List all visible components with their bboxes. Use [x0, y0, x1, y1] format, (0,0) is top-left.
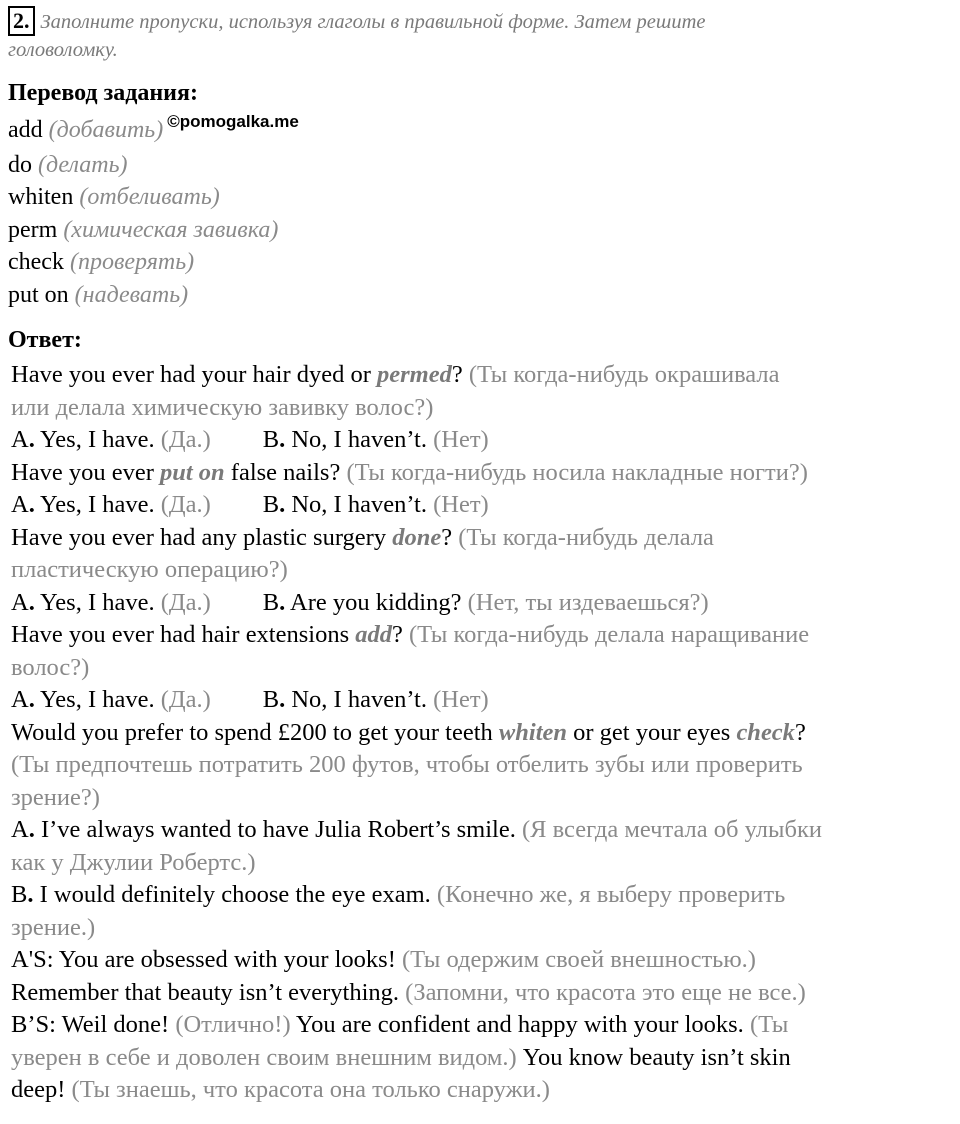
result-translation: (Отлично!)	[175, 1011, 291, 1038]
vocab-en: check	[8, 249, 64, 275]
vocab-en: put on	[8, 281, 69, 308]
option-letter: A	[11, 588, 29, 616]
vocab-item	[8, 114, 952, 149]
result-text: You are confident and happy with your looks.	[290, 1011, 750, 1038]
task-number: 2.	[8, 6, 35, 36]
question-translation: (Ты предпочтешь потратить 200 футов, чтобы отбелить зубы или проверить	[11, 751, 803, 778]
inserted-verb: check	[736, 718, 795, 746]
inserted-verb: add	[355, 621, 392, 648]
option-text: Yes, I have.	[34, 426, 161, 453]
option-text: Yes, I have.	[34, 588, 161, 616]
question-translation: (Ты когда-нибудь делала	[458, 523, 714, 551]
vocab-en: whiten	[8, 184, 74, 210]
vocab-en: do	[8, 151, 32, 178]
question-translation: или делала химическую завивку волос?)	[11, 393, 434, 421]
result-b-end	[11, 1074, 952, 1107]
option-translation: (Нет, ты издеваешься?)	[467, 588, 709, 616]
option-letter: B	[262, 426, 280, 453]
vocab-item	[8, 149, 952, 182]
vocab-item	[8, 279, 952, 312]
result-translation: (Ты	[749, 1011, 789, 1038]
option-letter: A	[11, 686, 29, 713]
result-b	[11, 1009, 952, 1042]
option-text: I would definitely choose the eye exam.	[33, 881, 437, 908]
option-translation: (Да.)	[160, 588, 211, 616]
question-text: ?	[794, 718, 806, 746]
result-translation: (Ты знаешь, что красота она только снаружи.)	[71, 1076, 550, 1103]
question-line	[11, 359, 952, 392]
vocab-list	[8, 114, 952, 311]
vocab-item	[8, 181, 952, 214]
option-translation: (Нет)	[433, 686, 489, 713]
answer-option-a: A. I’ve always wanted to have Julia Robert’s smile. (Я всегда мечтала об улыбки	[11, 816, 822, 843]
option-translation: (Нет)	[433, 491, 489, 518]
vocab-ru: (проверять)	[69, 249, 195, 275]
vocab-ru: (отбеливать)	[79, 184, 220, 210]
question-text: ?	[392, 621, 409, 648]
question-translation: (Ты когда-нибудь носила накладные ногти?)	[346, 458, 808, 486]
vocab-ru: (химическая завивка)	[63, 216, 279, 243]
question-line	[11, 457, 952, 490]
option-translation: (Нет)	[433, 426, 489, 453]
option-translation: (Да.)	[160, 686, 211, 713]
option-text: No, I haven’t.	[285, 491, 434, 518]
option-translation: (Я всегда мечтала об улыбки	[521, 816, 822, 843]
question-translation: (Ты когда-нибудь делала наращивание	[409, 621, 810, 648]
answer-title: Ответ:	[8, 327, 82, 353]
answer-option-b: B. I would definitely choose the eye exam. (Конечно же, я выберу проверить	[11, 881, 786, 908]
instruction-line-1: Заполните пропуски, используя глаголы в правильной форме. Затем решите	[40, 11, 706, 33]
inserted-verb: permed	[377, 361, 452, 388]
option-letter: B	[262, 686, 280, 713]
question-text: Would you prefer to spend £200 to get your teeth	[11, 718, 499, 746]
question-text: false nails?	[224, 458, 347, 486]
answer-options: A. Yes, I have. (Да.) B. No, I haven’t. (Нет)	[11, 491, 489, 518]
option-letter: A	[11, 426, 29, 453]
result-a	[11, 944, 952, 977]
vocab-item	[8, 246, 952, 279]
vocab-ru: (надевать)	[74, 281, 189, 308]
option-letter: B	[262, 588, 280, 616]
result-translation: (Запомни, что красота это еще не все.)	[405, 978, 806, 1006]
instruction-line-2: головоломку.	[8, 39, 118, 61]
option-text: Yes, I have.	[34, 686, 161, 713]
result-text: Remember that beauty isn’t everything.	[11, 978, 406, 1006]
option-letter: A	[11, 491, 29, 518]
inserted-verb: put on	[159, 458, 225, 486]
result-text: You know beauty isn’t skin	[516, 1043, 791, 1071]
result-text: deep!	[11, 1076, 72, 1103]
watermark: ©pomogalka.me	[167, 112, 299, 131]
question-text: ?	[441, 523, 459, 551]
answer-options: A. Yes, I have. (Да.) B. No, I haven’t. (Нет)	[11, 426, 489, 453]
question-translation: волос?)	[11, 653, 90, 681]
result-b-cont	[11, 1042, 952, 1075]
vocab-ru: (делать)	[38, 151, 128, 178]
translation-title: Перевод задания:	[8, 80, 198, 106]
option-translation: (Да.)	[160, 491, 211, 518]
vocab-en: perm	[8, 216, 58, 243]
option-translation: как у Джулии Робертс.)	[11, 848, 256, 876]
vocab-en: add	[8, 117, 43, 143]
question-line	[11, 717, 952, 750]
option-letter: B	[11, 881, 28, 908]
option-text: Are you kidding?	[285, 588, 468, 616]
result-translation: уверен в себе и доволен своим внешним видом.)	[11, 1043, 517, 1071]
option-letter: B	[262, 491, 280, 518]
option-translation: (Да.)	[160, 426, 211, 453]
question-translation: пластическую операцию?)	[11, 556, 288, 583]
option-text: No, I haven’t.	[285, 686, 434, 713]
question-line	[11, 522, 952, 555]
question-text: Have you ever had any plastic surgery	[11, 523, 393, 551]
inserted-verb: whiten	[498, 718, 568, 746]
answer-options: A. Yes, I have. (Да.) B. Are you kidding? (Нет, ты издеваешься?)	[11, 588, 709, 616]
task-instruction	[8, 6, 952, 64]
option-translation: (Конечно же, я выберу проверить	[436, 881, 786, 908]
exercise-page	[8, 6, 952, 1107]
question-text: Have you ever had hair extensions	[11, 621, 356, 648]
question-line	[11, 619, 952, 652]
question-translation: (Ты когда-нибудь окрашивала	[468, 361, 780, 388]
vocab-item	[8, 214, 952, 247]
result-text: B’S: Weil done!	[11, 1011, 176, 1038]
inserted-verb: done	[392, 523, 442, 551]
question-translation: зрение?)	[11, 783, 100, 811]
question-text: Have you ever	[11, 458, 160, 486]
vocab-ru: (добавить)	[48, 117, 164, 143]
result-a-cont	[11, 977, 952, 1010]
option-text: Yes, I have.	[34, 491, 161, 518]
question-text: Have you ever had your hair dyed or	[11, 361, 378, 388]
question-text: or get your eyes	[567, 718, 737, 746]
result-text: A'S: You are obsessed with your looks!	[11, 946, 402, 973]
option-text: No, I haven’t.	[285, 426, 434, 453]
answer-body	[8, 359, 952, 1107]
question-text: ?	[451, 361, 469, 388]
option-text: I’ve always wanted to have Julia Robert’s smile.	[34, 816, 522, 843]
answer-options: A. Yes, I have. (Да.) B. No, I haven’t. (Нет)	[11, 686, 489, 713]
option-letter: A	[11, 816, 29, 843]
result-translation: (Ты одержим своей внешностью.)	[401, 946, 756, 973]
option-translation: зрение.)	[11, 913, 96, 941]
